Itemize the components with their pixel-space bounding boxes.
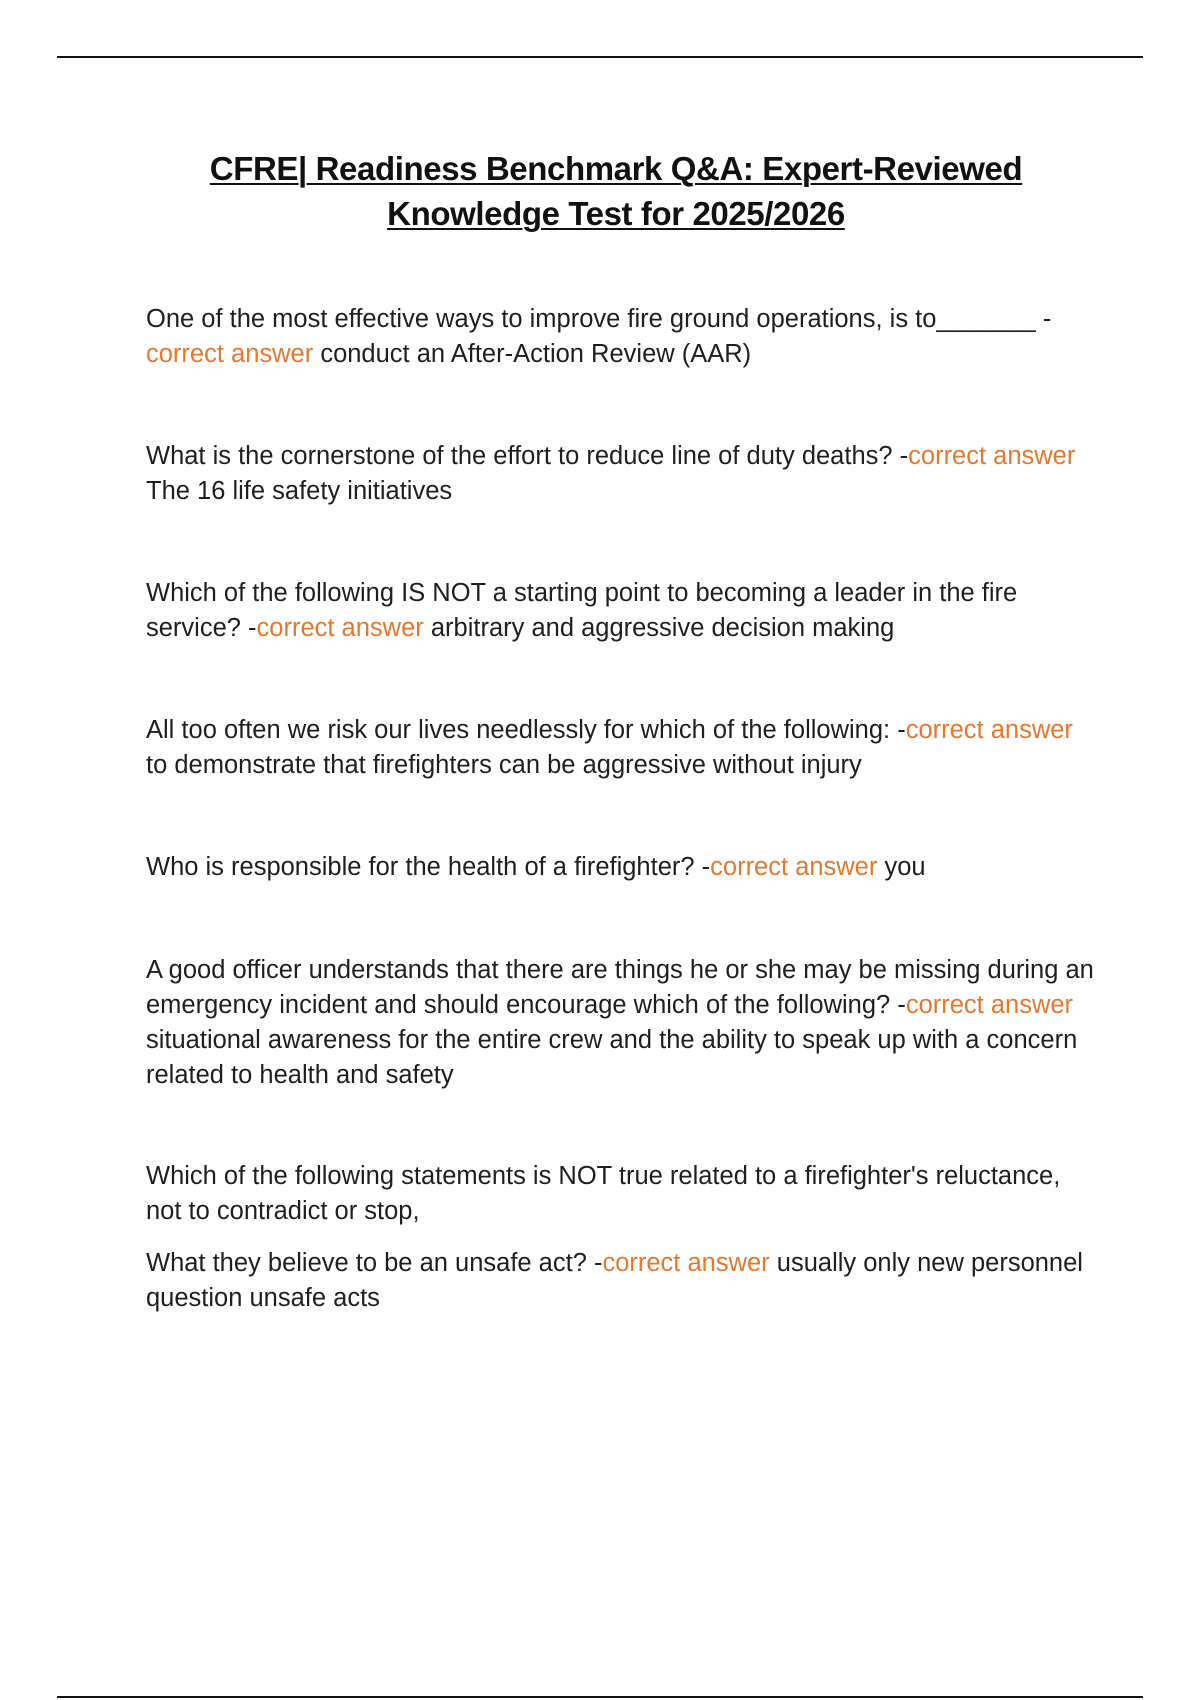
answer-marker: correct answer — [905, 716, 1073, 744]
qa-item-4 — [146, 713, 1096, 783]
qa-item-3 — [146, 576, 1096, 646]
qa-item-5 — [146, 850, 1096, 885]
question-text: All too often we risk our lives needlessly for which of the following: - — [146, 716, 906, 744]
question-text: What is the cornerstone of the effort to reduce line of duty deaths? - — [146, 442, 909, 470]
question-prefix-text: Which of the following statements is NOT true related to a firefighter's reluctance, not to contradict or stop, — [146, 1162, 1061, 1225]
document-title — [146, 146, 1086, 236]
qa-item-2 — [146, 439, 1096, 509]
answer-text: to demonstrate that firefighters can be aggressive without injury — [146, 751, 862, 779]
answer-text: The 16 life safety initiatives — [146, 477, 453, 505]
answer-text: situational awareness for the entire crew and the ability to speak up with a concern related to health and safety — [146, 1026, 1078, 1089]
answer-text: conduct an After-Action Review (AAR) — [313, 340, 752, 368]
qa-item-7 — [146, 1246, 1096, 1316]
answer-marker: correct answer — [905, 991, 1074, 1019]
question-text: What they believe to be an unsafe act? - — [146, 1249, 603, 1277]
top-rule — [57, 56, 1143, 58]
qa-item-6 — [146, 953, 1096, 1093]
answer-text: arbitrary and aggressive decision making — [423, 614, 895, 642]
question-text: One of the most effective ways to improve fire ground operations, is to_______ - — [146, 305, 1052, 333]
question-text: Which of the following IS NOT a starting point to becoming a leader in the fire service? - — [146, 579, 1018, 642]
question-text: A good officer understands that there are things he or she may be missing during an emergency incident and should encourage which of the following? - — [146, 956, 1094, 1019]
answer-marker: correct answer — [146, 340, 314, 368]
answer-marker: correct answer — [710, 853, 878, 881]
answer-marker: correct answer — [256, 614, 424, 642]
answer-marker: correct answer — [602, 1249, 770, 1277]
bottom-rule — [57, 1696, 1143, 1698]
question-text: Who is responsible for the health of a firefighter? - — [146, 853, 711, 881]
title-line-1: CFRE| Readiness Benchmark Q&A: Expert-Reviewed — [209, 150, 1023, 187]
qa-item-7-prefix — [146, 1159, 1096, 1229]
answer-text: usually only new personnel question unsafe acts — [146, 1249, 1083, 1312]
answer-text: you — [877, 853, 926, 881]
qa-item-1 — [146, 302, 1096, 372]
title-line-2: Knowledge Test for 2025/2026 — [387, 195, 845, 232]
answer-marker: correct answer — [908, 442, 1076, 470]
